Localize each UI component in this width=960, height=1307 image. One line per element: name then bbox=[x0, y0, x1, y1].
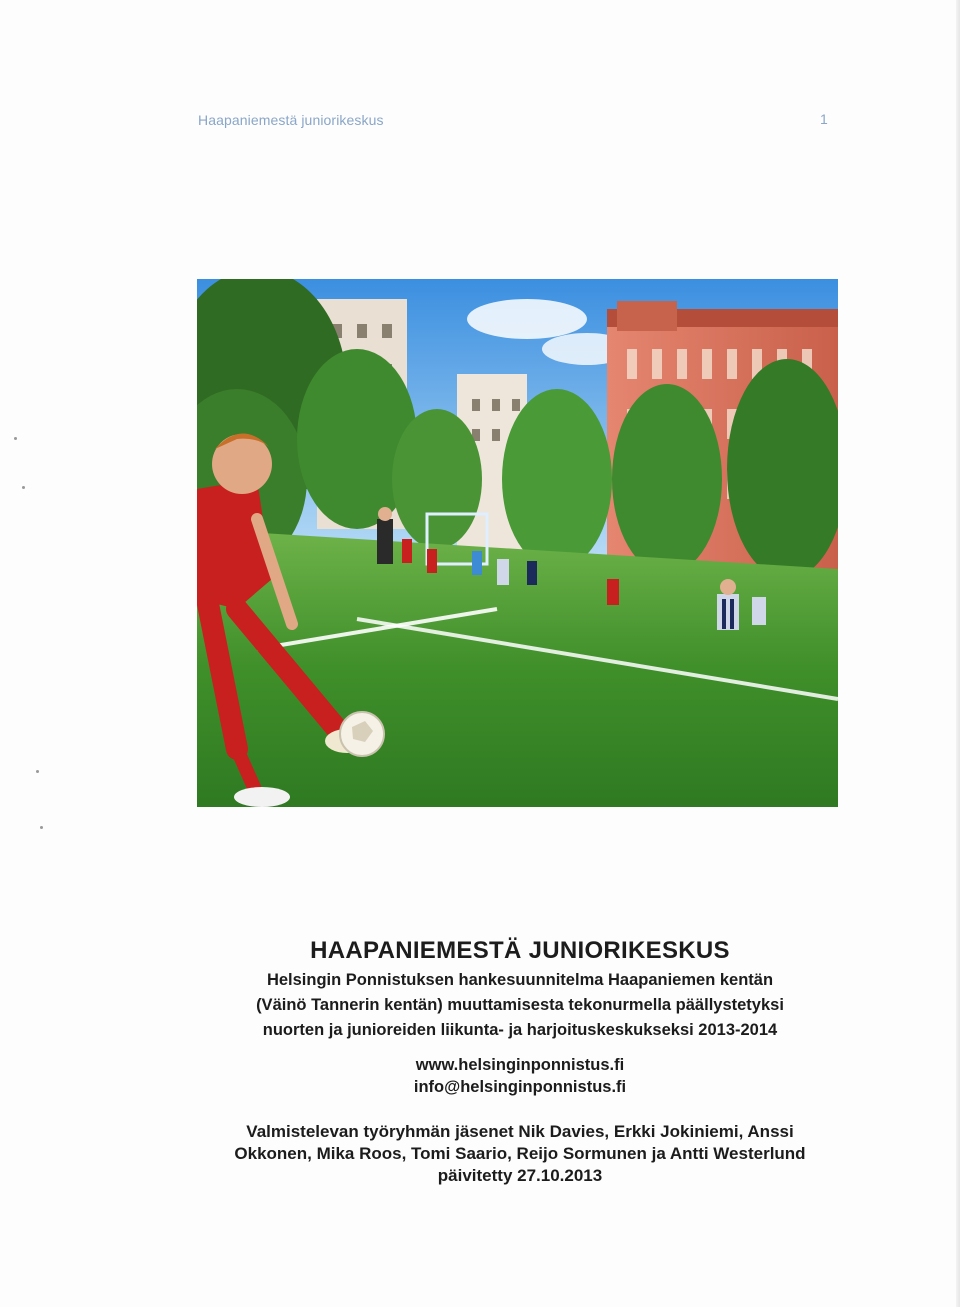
email-link[interactable]: info@helsinginponnistus.fi bbox=[413, 1078, 627, 1096]
running-header: Haapaniemestä juniorikeskus bbox=[198, 112, 384, 128]
contact-block bbox=[160, 1054, 880, 1098]
updated-date: päivitetty 27.10.2013 bbox=[437, 1166, 603, 1185]
scan-speck bbox=[36, 770, 39, 773]
website-link[interactable]: www.helsinginponnistus.fi bbox=[415, 1056, 625, 1074]
cover-photo-illustration bbox=[197, 279, 838, 807]
scan-speck bbox=[22, 486, 25, 489]
page-number: 1 bbox=[820, 111, 828, 127]
scan-edge bbox=[956, 0, 960, 1307]
credits-line: Okkonen, Mika Roos, Tomi Saario, Reijo Sormunen ja Antti Westerlund bbox=[234, 1144, 806, 1163]
cloud bbox=[467, 299, 587, 339]
document-subtitle bbox=[160, 968, 880, 1043]
subtitle-line: Helsingin Ponnistuksen hankesuunnitelma Haapaniemen kentän bbox=[266, 971, 774, 989]
document-title: HAAPANIEMESTÄ JUNIORIKESKUS bbox=[310, 937, 730, 964]
scan-speck bbox=[14, 437, 17, 440]
credits-block bbox=[160, 1121, 880, 1187]
credits-line: Valmistelevan työryhmän jäsenet Nik Davies, Erkki Jokiniemi, Anssi bbox=[246, 1122, 794, 1141]
subtitle-line: (Väinö Tannerin kentän) muuttamisesta tekonurmella päällystetyksi bbox=[256, 996, 784, 1014]
scan-speck bbox=[40, 826, 43, 829]
subtitle-line: nuorten ja junioreiden liikunta- ja harjoituskeskukseksi 2013-2014 bbox=[262, 1021, 778, 1039]
cover-photo bbox=[197, 279, 838, 807]
